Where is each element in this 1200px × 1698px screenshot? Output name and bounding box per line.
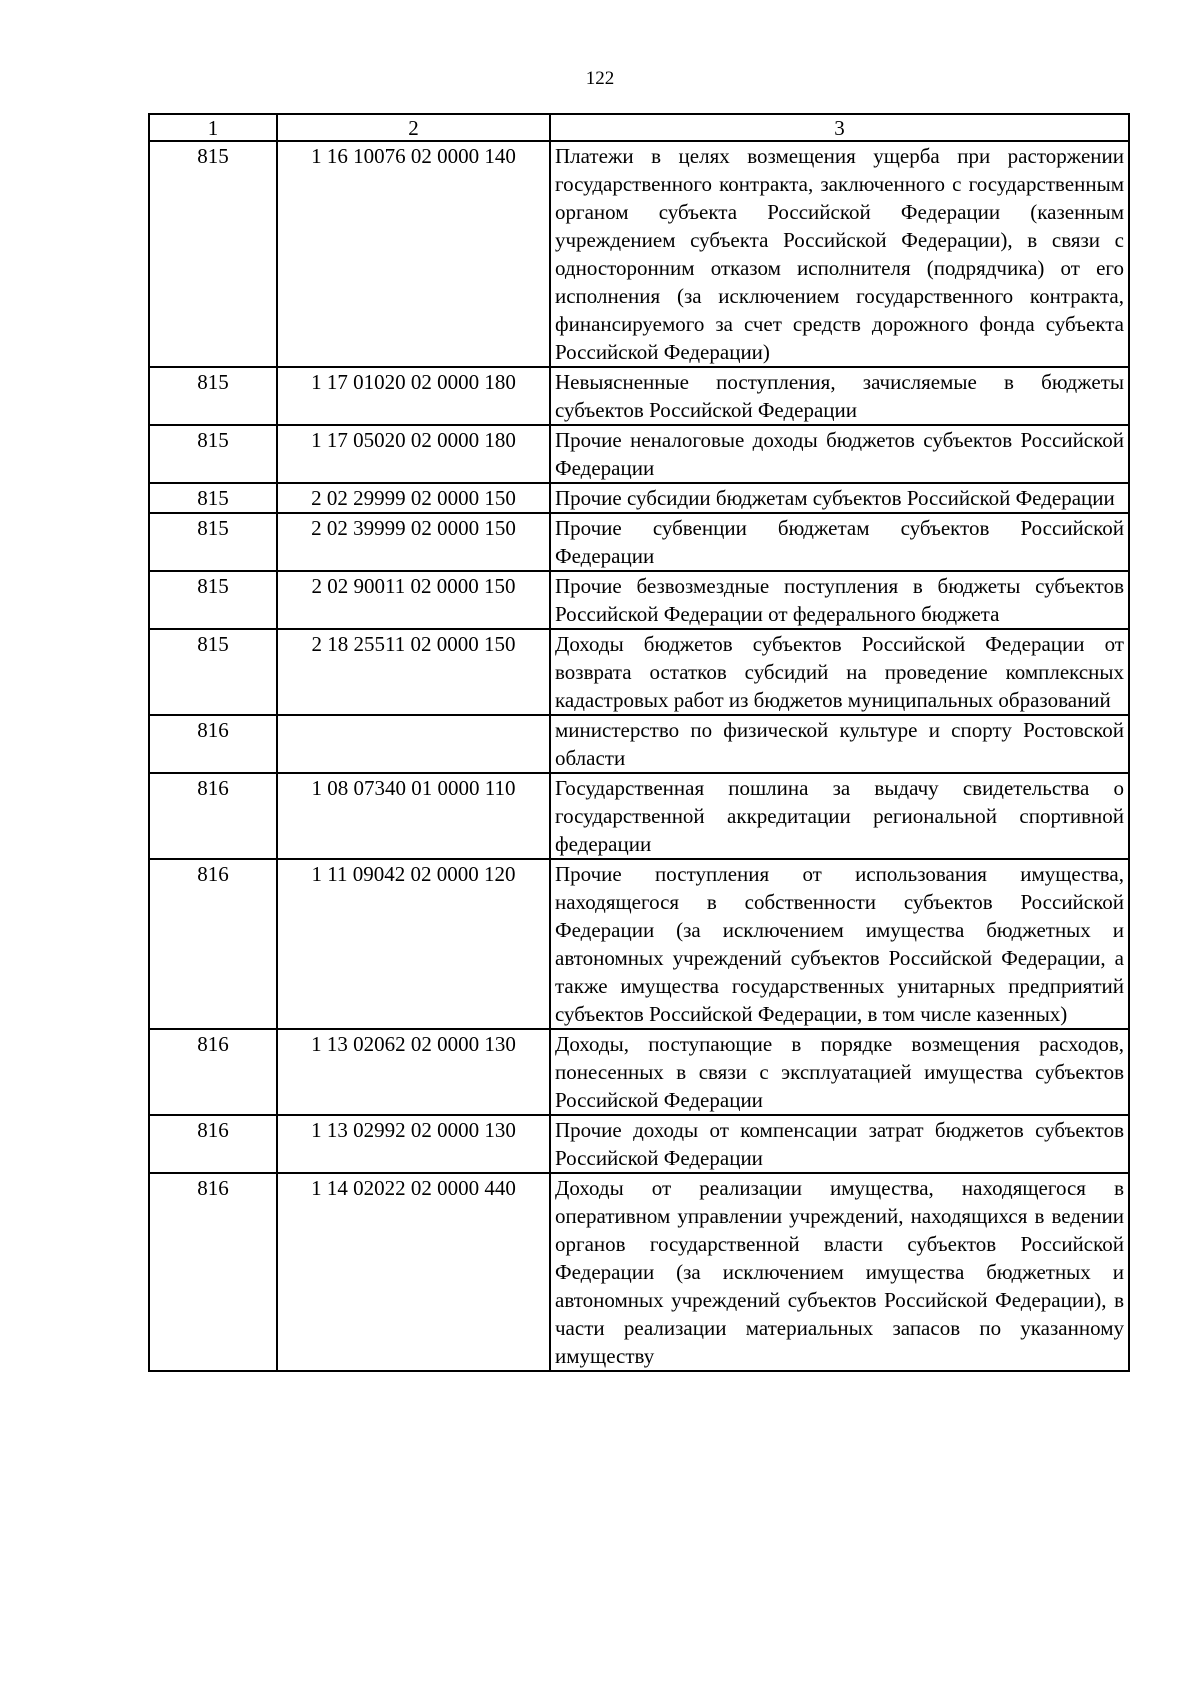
admin-code-cell: 816 (149, 715, 277, 773)
revenue-name-cell: Прочие безвозмездные поступления в бюджеты субъектов Российской Федерации от федерального бюджета (550, 571, 1129, 629)
table-row (149, 1115, 1129, 1173)
revenue-name-cell: Прочие поступления от использования имущества, находящегося в собственности субъектов Российской Федерации (за исключением имущества бюджетных и автономных учреждений субъектов Российской Федерации, а также имущества государственных унитарных предприятий субъектов Российской Федерации, в том числе казенных) (550, 859, 1129, 1029)
table-row (149, 1173, 1129, 1371)
revenue-name-cell: Прочие неналоговые доходы бюджетов субъектов Российской Федерации (550, 425, 1129, 483)
revenue-name-cell: Прочие субвенции бюджетам субъектов Российской Федерации (550, 513, 1129, 571)
table-row (149, 513, 1129, 571)
revenue-name-cell: Доходы, поступающие в порядке возмещения расходов, понесенных в связи с эксплуатацией имущества субъектов Российской Федерации (550, 1029, 1129, 1115)
revenue-codes-table (148, 113, 1130, 1372)
admin-code-cell: 816 (149, 773, 277, 859)
admin-code-cell: 815 (149, 571, 277, 629)
revenue-name-cell: Прочие доходы от компенсации затрат бюджетов субъектов Российской Федерации (550, 1115, 1129, 1173)
admin-code-cell: 815 (149, 367, 277, 425)
admin-code-cell: 815 (149, 141, 277, 367)
revenue-name-cell: Государственная пошлина за выдачу свидетельства о государственной аккредитации региональной спортивной федерации (550, 773, 1129, 859)
table-row (149, 425, 1129, 483)
table-row (149, 773, 1129, 859)
column-header-2: 2 (277, 114, 550, 141)
page-number: 122 (585, 68, 615, 89)
revenue-name-cell: Платежи в целях возмещения ущерба при расторжении государственного контракта, заключенного с государственным органом субъекта Российской Федерации (казенным учреждением субъекта Российской Федерации), в связи с односторонним отказом исполнителя (подрядчика) от его исполнения (за исключением государственного контракта, финансируемого за счет средств дорожного фонда субъекта Российской Федерации) (550, 141, 1129, 367)
table-header-row (149, 114, 1129, 141)
revenue-code-cell: 2 18 25511 02 0000 150 (277, 629, 550, 715)
revenue-code-cell: 1 14 02022 02 0000 440 (277, 1173, 550, 1371)
table-row (149, 1029, 1129, 1115)
admin-code-cell: 815 (149, 629, 277, 715)
revenue-name-cell: Доходы бюджетов субъектов Российской Федерации от возврата остатков субсидий на проведение комплексных кадастровых работ из бюджетов муниципальных образований (550, 629, 1129, 715)
revenue-code-cell: 2 02 90011 02 0000 150 (277, 571, 550, 629)
table-body (149, 141, 1129, 1371)
column-header-1: 1 (149, 114, 277, 141)
admin-code-cell: 816 (149, 1029, 277, 1115)
admin-code-cell: 815 (149, 513, 277, 571)
revenue-name-cell: Доходы от реализации имущества, находящегося в оперативном управлении учреждений, находящихся в ведении органов государственной власти субъектов Российской Федерации (за исключением имущества бюджетных и автономных учреждений субъектов Российской Федерации), в части реализации материальных запасов по указанному имуществу (550, 1173, 1129, 1371)
revenue-code-cell (277, 715, 550, 773)
table-row (149, 571, 1129, 629)
revenue-code-cell: 1 13 02062 02 0000 130 (277, 1029, 550, 1115)
admin-code-cell: 816 (149, 1173, 277, 1371)
revenue-code-cell: 1 16 10076 02 0000 140 (277, 141, 550, 367)
admin-code-cell: 816 (149, 859, 277, 1029)
table-row (149, 483, 1129, 513)
table-row (149, 859, 1129, 1029)
admin-code-cell: 816 (149, 1115, 277, 1173)
table-row (149, 141, 1129, 367)
table-row (149, 629, 1129, 715)
admin-code-cell: 815 (149, 425, 277, 483)
revenue-name-cell: министерство по физической культуре и спорту Ростовской области (550, 715, 1129, 773)
revenue-code-cell: 1 13 02992 02 0000 130 (277, 1115, 550, 1173)
revenue-code-cell: 1 11 09042 02 0000 120 (277, 859, 550, 1029)
table-row (149, 715, 1129, 773)
revenue-code-cell: 2 02 29999 02 0000 150 (277, 483, 550, 513)
revenue-code-cell: 1 17 05020 02 0000 180 (277, 425, 550, 483)
revenue-name-cell: Невыясненные поступления, зачисляемые в бюджеты субъектов Российской Федерации (550, 367, 1129, 425)
revenue-code-cell: 2 02 39999 02 0000 150 (277, 513, 550, 571)
revenue-code-cell: 1 17 01020 02 0000 180 (277, 367, 550, 425)
admin-code-cell: 815 (149, 483, 277, 513)
table-row (149, 367, 1129, 425)
column-header-3: 3 (550, 114, 1129, 141)
revenue-code-cell: 1 08 07340 01 0000 110 (277, 773, 550, 859)
revenue-name-cell: Прочие субсидии бюджетам субъектов Российской Федерации (550, 483, 1129, 513)
